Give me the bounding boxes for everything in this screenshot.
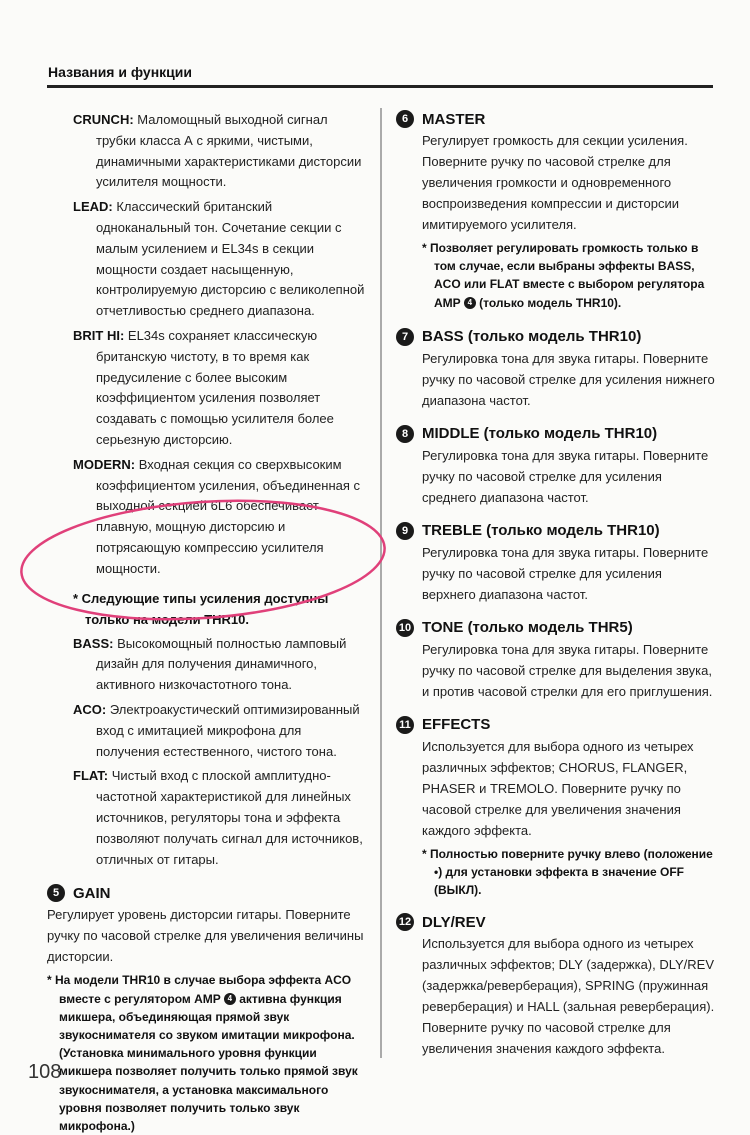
section-heading: [47, 884, 368, 902]
section-number-badge: 6: [396, 110, 414, 128]
right-column: [396, 110, 716, 1059]
section-tone: [396, 619, 716, 702]
thr10-only-note: * Следующие типы усиления доступны только на модели THR10.: [73, 590, 329, 627]
amp-type-aco: [73, 700, 368, 762]
section-number-badge: 8: [396, 425, 414, 443]
section-title: GAIN: [73, 884, 111, 902]
amp-type-flat: [73, 766, 368, 870]
section-body: Регулировка тона для звука гитары. Поверните ручку по часовой стрелке для усиления среднего диапазона частот.: [422, 447, 709, 505]
note-text-a: На модели THR10 в случае выбора эффекта ACO вместе с регулятором AMP: [55, 973, 352, 1006]
amp-type-desc: Классический британский одноканальный тон. Сочетание секции с малым усилением и EL34s в секции мощности создает насыщенную, контролируемую дисторсию с великолепной отчетливостью среднего диапазона.: [96, 199, 365, 319]
section-heading: [396, 619, 716, 637]
amp-type-name: ACO:: [73, 701, 107, 717]
amp-type-name: CRUNCH:: [73, 112, 134, 127]
section-number-badge: 9: [396, 522, 414, 540]
header-rule: [47, 85, 713, 88]
section-bass: [396, 328, 716, 411]
section-number-badge: 5: [47, 884, 65, 902]
amp-type-name: MODERN:: [73, 456, 136, 472]
section-heading: [396, 328, 716, 346]
section-treble: [396, 522, 716, 605]
section-heading: [396, 913, 716, 931]
amp-type-brit-hi: [73, 326, 368, 451]
note-text-a: Позволяет регулировать громкость только в том случае, если выбраны эффекты BASS, ACO или FLAT вместе с выбором регулятора AMP: [430, 241, 705, 310]
amp-type-desc: Высокомощный полностью ламповый дизайн для получения динамичного, активного низкочастотного тона.: [96, 635, 347, 693]
section-heading: [396, 716, 716, 734]
section-title: TONE (только модель THR5): [422, 619, 633, 637]
section-note: * Полностью поверните ручку влево (положение •) для установки эффекта в значение OFF (ВЫКЛ).: [422, 846, 713, 898]
note-text-b: активна функция микшера, объединяющая прямой звук звукоснимателя со звуком имитации микрофона. (Установка минимального уровня функции микшера позволяет получить только прямой звук звукоснимателя, а установка максимального уровня позволяет получить только звук микрофона.): [59, 991, 358, 1133]
note-text: Полностью поверните ручку влево (положение •) для установки эффекта в значение OFF (ВЫКЛ).: [430, 846, 713, 898]
page-number: 108: [28, 1061, 62, 1083]
section-title: TREBLE (только модель THR10): [422, 522, 660, 540]
amp-type-name: FLAT:: [73, 768, 109, 784]
section-heading: [396, 522, 716, 540]
section-body: Регулировка тона для звука гитары. Поверните ручку по часовой стрелке для выделения звука, и против часовой стрелки для его приглушения.: [422, 641, 713, 699]
section-master: [396, 110, 716, 312]
section-body: Регулирует громкость для секции усиления. Поверните ручку по часовой стрелке для увеличения громкости и одновременного воспроизведения компрессии и дисторсии имитируемого усилителя.: [422, 133, 688, 232]
reference-number-icon: 4: [224, 993, 236, 1005]
amp-type-name: BRIT HI:: [73, 327, 125, 343]
amp-type-desc: Маломощный выходной сигнал трубки класса А с яркими, чистыми, динамичными характеристиками дисторсии усилителя мощности.: [96, 112, 362, 190]
section-body: Используется для выбора одного из четырех различных эффектов; DLY (задержка), DLY/REV (задержка/реверберация), SPRING (пружинная реверберация) и HALL (зальная реверберация).: [422, 936, 715, 1015]
section-title: DLY/REV: [422, 913, 486, 931]
amp-type-desc: EL34s сохраняет классическую британскую чистоту, в то время как предусиление с более высоким коэффициентом усиления позволяет создавать с помощью усилителя более серьезную дисторсию.: [96, 327, 334, 447]
page-header-title: Названия и функции: [48, 64, 192, 80]
section-number-badge: 10: [396, 619, 414, 637]
section-heading: [396, 110, 716, 128]
section-number-badge: 12: [396, 913, 414, 931]
section-title: BASS (только модель THR10): [422, 328, 642, 346]
section-number-badge: 7: [396, 328, 414, 346]
amp-type-bass: [73, 634, 368, 696]
amp-type-name: BASS:: [73, 635, 114, 651]
section-number-badge: 11: [396, 716, 414, 734]
section-note: * Позволяет регулировать громкость только в том случае, если выбраны эффекты BASS, ACO или FLAT вместе с выбором регулятора AMP 4 (только модель THR10).: [422, 241, 705, 310]
section-gain: [47, 884, 368, 1135]
section-dly-rev: [396, 913, 716, 1059]
section-title: MIDDLE (только модель THR10): [422, 425, 658, 443]
section-body-2: Поверните ручку по часовой стрелке для увеличения значения каждого эффекта.: [422, 1020, 671, 1057]
section-effects: [396, 716, 716, 900]
highlight-circle-mark: [16, 496, 390, 624]
section-body: Регулирует уровень дисторсии гитары. Поверните ручку по часовой стрелке для увеличения величины дисторсии.: [47, 907, 364, 965]
reference-number-icon: 4: [464, 297, 476, 309]
section-title: MASTER: [422, 110, 486, 128]
section-title: EFFECTS: [422, 716, 491, 734]
section-note: * На модели THR10 в случае выбора эффекта ACO вместе с регулятором AMP 4 активна функция микшера, объединяющая прямой звук звукоснимателя со звуком имитации микрофона. (Установка минимального уровня функции микшера позволяет получить только прямой звук звукоснимателя, а установка максимального уровня позволяет получить только звук микрофона.): [47, 973, 358, 1133]
note-text-b: (только модель THR10).: [479, 295, 622, 310]
amp-type-lead: [73, 197, 368, 322]
amp-type-desc: Электроакустический оптимизированный вход с имитацией микрофона для получения естественного, чистого тона.: [96, 701, 360, 759]
section-heading: [396, 425, 716, 443]
section-body: Регулировка тона для звука гитары. Поверните ручку по часовой стрелке для усиления верхнего диапазона частот.: [422, 544, 709, 602]
amp-type-desc: Входная секция со сверхвысоким коэффициентом усиления, объединенная с выходной секцией 6L6 обеспечивает плавную, мощную дисторсию и потрясающую компрессию усилителя мощности.: [96, 456, 360, 576]
section-middle: [396, 425, 716, 508]
amp-type-name: LEAD:: [73, 199, 113, 215]
amp-type-desc: Чистый вход с плоской амплитудно-частотной характеристикой для линейных источников, регуляторы тона и эффекта позволяют получать сигнал для источников, отличных от гитары.: [96, 768, 363, 867]
section-body: Регулировка тона для звука гитары. Поверните ручку по часовой стрелке для усиления нижнего диапазона частот.: [422, 350, 715, 408]
thr10-only-note-text: Следующие типы усиления доступны только на модели THR10.: [81, 590, 329, 627]
section-body: Используется для выбора одного из четырех различных эффектов; CHORUS, FLANGER, PHASER и TREMOLO. Поверните ручку по часовой стрелке для увеличения значения каждого эффекта.: [422, 738, 694, 838]
amp-type-crunch: [73, 110, 368, 193]
